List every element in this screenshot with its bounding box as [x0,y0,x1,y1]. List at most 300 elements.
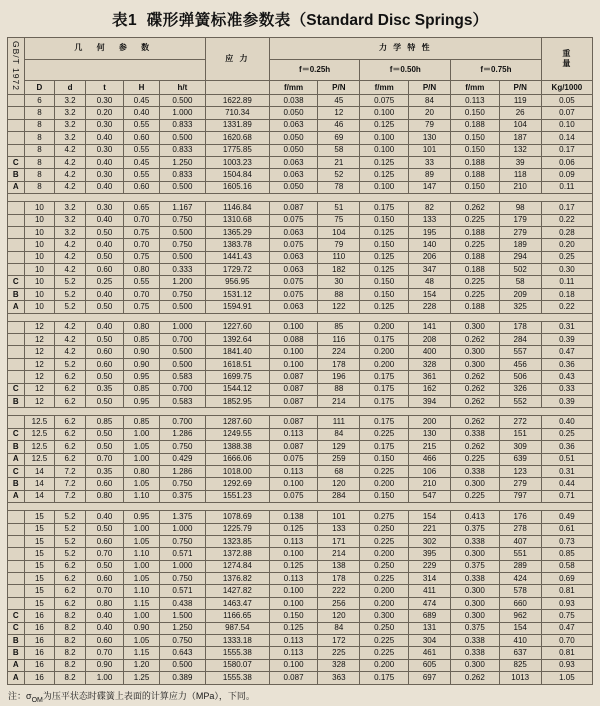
page-title [0,0,600,37]
cell-outer-diameter: 16 [24,635,55,647]
cell-group [8,597,25,609]
cell-f-025h: 0.087 [269,202,318,214]
title-en: （Standard Disc Springs） [290,12,488,29]
cell-thickness: 0.80 [85,597,123,609]
cell-thickness: 0.50 [85,334,123,346]
weight-label-line2: 量 [562,59,572,68]
cell-p-025h: 171 [318,535,360,547]
cell-p-075h: 104 [499,119,541,131]
cell-f-025h: 0.075 [269,453,318,465]
cell-free-height: 1.05 [124,441,160,453]
cell-weight: 0.40 [541,416,592,428]
cell-outer-diameter: 12.5 [24,441,55,453]
cell-weight: 0.75 [541,610,592,622]
cell-f-075h: 0.150 [451,107,500,119]
spacer-cell [8,313,593,321]
cell-thickness: 0.40 [85,610,123,622]
cell-p-075h: 797 [499,490,541,502]
cell-free-height: 0.90 [124,622,160,634]
cell-outer-diameter: 8 [24,169,55,181]
cell-free-height: 0.80 [124,465,160,477]
cell-group [8,214,25,226]
cell-outer-diameter: 12.5 [24,453,55,465]
cell-p-025h: 84 [318,622,360,634]
cell-p-075h: 178 [499,321,541,333]
cell-h-over-t: 0.500 [159,226,205,238]
cell-f-050h: 0.200 [360,478,409,490]
cell-f-025h: 0.113 [269,647,318,659]
cell-p-050h: 154 [408,511,450,523]
cell-p-025h: 69 [318,132,360,144]
table-row [8,346,593,358]
table-row [8,119,593,131]
cell-thickness: 0.70 [85,585,123,597]
cell-p-025h: 75 [318,214,360,226]
cell-inner-diameter: 4.2 [55,334,86,346]
stress-group-header: 应 力 [205,38,269,81]
cell-weight: 0.11 [541,181,592,193]
cell-thickness: 0.30 [85,95,123,107]
table-row [8,560,593,572]
cell-p-075h: 132 [499,144,541,156]
cell-group [8,95,25,107]
cell-group: C [8,465,25,477]
weight-label-line1: 重 [562,49,572,58]
cell-thickness: 0.70 [85,548,123,560]
cell-f-075h: 0.188 [451,264,500,276]
cell-outer-diameter: 14 [24,478,55,490]
cell-thickness: 0.50 [85,523,123,535]
cell-thickness: 0.50 [85,395,123,407]
cell-outer-diameter: 10 [24,251,55,263]
cell-f-025h: 0.063 [269,301,318,313]
cell-free-height: 1.25 [124,672,160,684]
cell-p-050h: 689 [408,610,450,622]
cell-group: A [8,659,25,671]
cell-p-075h: 118 [499,169,541,181]
cell-thickness: 0.60 [85,358,123,370]
cell-weight: 0.93 [541,659,592,671]
cell-weight: 1.05 [541,672,592,684]
cell-thickness: 0.60 [85,264,123,276]
cell-f-075h: 0.262 [451,202,500,214]
cell-h-over-t: 0.700 [159,334,205,346]
cell-free-height: 0.65 [124,202,160,214]
cell-weight: 0.81 [541,585,592,597]
cell-f-075h: 0.300 [451,346,500,358]
cell-f-075h: 0.300 [451,358,500,370]
cell-weight: 0.25 [541,428,592,440]
col-d: d [55,81,86,95]
cell-weight: 0.17 [541,202,592,214]
mech-group-075h: f＝0.75h [451,59,542,81]
cell-inner-diameter: 5.2 [55,535,86,547]
cell-f-050h: 0.100 [360,132,409,144]
cell-h-over-t: 0.833 [159,144,205,156]
cell-outer-diameter: 12 [24,346,55,358]
header-row-groups [8,38,593,60]
cell-inner-diameter: 4.2 [55,346,86,358]
cell-weight: 0.58 [541,560,592,572]
cell-p-025h: 256 [318,597,360,609]
cell-free-height: 0.45 [124,95,160,107]
cell-f-050h: 0.200 [360,321,409,333]
cell-group: A [8,301,25,313]
footnote [0,685,600,706]
cell-f-025h: 0.063 [269,169,318,181]
col-f-075h: f/mm [451,81,500,95]
cell-f-075h: 0.262 [451,334,500,346]
cell-f-075h: 0.225 [451,288,500,300]
table-row [8,647,593,659]
cell-p-075h: 189 [499,239,541,251]
cell-inner-diameter: 5.2 [55,511,86,523]
cell-f-075h: 0.338 [451,635,500,647]
footnote-subscript: OM [31,696,43,704]
cell-group [8,585,25,597]
cell-group: C [8,610,25,622]
cell-group [8,226,25,238]
cell-free-height: 1.00 [124,523,160,535]
cell-stress-sigma: 1227.60 [205,321,269,333]
cell-p-050h: 547 [408,490,450,502]
cell-group [8,535,25,547]
cell-f-025h: 0.075 [269,490,318,502]
cell-f-025h: 0.100 [269,659,318,671]
cell-stress-sigma: 1463.47 [205,597,269,609]
cell-h-over-t: 0.750 [159,573,205,585]
cell-stress-sigma: 1699.75 [205,371,269,383]
cell-thickness: 0.40 [85,622,123,634]
cell-p-075h: 279 [499,478,541,490]
table-row [8,156,593,168]
cell-free-height: 0.60 [124,181,160,193]
cell-p-050h: 206 [408,251,450,263]
cell-p-025h: 78 [318,181,360,193]
cell-thickness: 0.40 [85,321,123,333]
cell-group [8,334,25,346]
cell-inner-diameter: 6.2 [55,441,86,453]
cell-f-075h: 0.338 [451,535,500,547]
cell-h-over-t: 0.571 [159,585,205,597]
cell-h-over-t: 0.643 [159,647,205,659]
cell-f-050h: 0.200 [360,548,409,560]
cell-outer-diameter: 8 [24,132,55,144]
cell-p-075h: 179 [499,214,541,226]
cell-free-height: 1.05 [124,635,160,647]
cell-outer-diameter: 8 [24,107,55,119]
cell-f-075h: 0.262 [451,416,500,428]
cell-p-050h: 347 [408,264,450,276]
cell-stress-sigma: 1331.89 [205,119,269,131]
cell-weight: 0.43 [541,371,592,383]
cell-p-050h: 314 [408,573,450,585]
cell-inner-diameter: 6.2 [55,597,86,609]
cell-inner-diameter: 5.2 [55,358,86,370]
cell-free-height: 1.20 [124,659,160,671]
cell-inner-diameter: 6.2 [55,371,86,383]
cell-stress-sigma: 1274.84 [205,560,269,572]
cell-h-over-t: 0.583 [159,371,205,383]
table-row [8,610,593,622]
table-spacer-row [8,194,593,202]
cell-inner-diameter: 3.2 [55,107,86,119]
cell-f-075h: 0.188 [451,251,500,263]
cell-p-075h: 279 [499,226,541,238]
cell-p-075h: 326 [499,383,541,395]
cell-outer-diameter: 10 [24,276,55,288]
cell-p-025h: 182 [318,264,360,276]
cell-p-050h: 461 [408,647,450,659]
cell-f-050h: 0.150 [360,288,409,300]
cell-p-025h: 138 [318,560,360,572]
cell-free-height: 0.75 [124,226,160,238]
cell-p-025h: 85 [318,321,360,333]
cell-f-050h: 0.175 [360,334,409,346]
cell-group [8,251,25,263]
cell-group: B [8,441,25,453]
table-row [8,371,593,383]
cell-thickness: 0.50 [85,226,123,238]
cell-free-height: 0.80 [124,321,160,333]
cell-outer-diameter: 8 [24,156,55,168]
cell-p-025h: 45 [318,95,360,107]
cell-p-025h: 30 [318,276,360,288]
cell-f-050h: 0.200 [360,585,409,597]
cell-f-025h: 0.100 [269,597,318,609]
cell-stress-sigma: 1622.89 [205,95,269,107]
cell-free-height: 1.10 [124,585,160,597]
cell-p-050h: 304 [408,635,450,647]
cell-f-075h: 0.413 [451,511,500,523]
cell-f-075h: 0.338 [451,647,500,659]
cell-f-050h: 0.150 [360,214,409,226]
cell-weight: 0.73 [541,535,592,547]
cell-f-050h: 0.150 [360,453,409,465]
cell-p-075h: 39 [499,156,541,168]
cell-f-050h: 0.125 [360,251,409,263]
cell-inner-diameter: 6.2 [55,573,86,585]
cell-p-050h: 131 [408,622,450,634]
cell-group: B [8,169,25,181]
cell-f-050h: 0.225 [360,428,409,440]
table-row [8,573,593,585]
cell-group: C [8,428,25,440]
cell-f-050h: 0.150 [360,239,409,251]
col-f-025h: f/mm [269,81,318,95]
cell-f-075h: 0.300 [451,585,500,597]
table-row [8,597,593,609]
table-row [8,132,593,144]
table-row [8,214,593,226]
cell-weight: 0.39 [541,334,592,346]
cell-stress-sigma: 1310.68 [205,214,269,226]
cell-f-025h: 0.113 [269,465,318,477]
cell-p-075h: 552 [499,395,541,407]
cell-weight: 0.17 [541,144,592,156]
table-row [8,490,593,502]
cell-p-075h: 325 [499,301,541,313]
cell-p-025h: 122 [318,301,360,313]
cell-p-050h: 141 [408,321,450,333]
cell-outer-diameter: 6 [24,95,55,107]
cell-f-075h: 0.375 [451,523,500,535]
cell-weight: 0.49 [541,511,592,523]
cell-stress-sigma: 1078.69 [205,511,269,523]
footnote-lead: 注：σ [8,690,32,701]
cell-outer-diameter: 15 [24,585,55,597]
cell-group [8,202,25,214]
col-p-050h: P/N [408,81,450,95]
cell-p-025h: 133 [318,523,360,535]
cell-p-025h: 101 [318,511,360,523]
cell-stress-sigma: 987.54 [205,622,269,634]
cell-f-075h: 0.225 [451,239,500,251]
cell-p-075h: 506 [499,371,541,383]
table-row [8,416,593,428]
cell-thickness: 0.25 [85,276,123,288]
cell-p-050h: 328 [408,358,450,370]
cell-outer-diameter: 15 [24,573,55,585]
cell-inner-diameter: 5.2 [55,523,86,535]
cell-p-050h: 400 [408,346,450,358]
cell-free-height: 1.00 [124,560,160,572]
cell-h-over-t: 0.700 [159,416,205,428]
cell-stress-sigma: 1555.38 [205,672,269,684]
cell-f-075h: 0.188 [451,301,500,313]
cell-p-025h: 172 [318,635,360,647]
table-row [8,301,593,313]
cell-inner-diameter: 4.2 [55,264,86,276]
cell-f-050h: 0.250 [360,523,409,535]
cell-h-over-t: 0.438 [159,597,205,609]
cell-h-over-t: 0.500 [159,659,205,671]
cell-weight: 0.06 [541,156,592,168]
cell-free-height: 0.55 [124,169,160,181]
cell-h-over-t: 0.750 [159,214,205,226]
table-body [8,95,593,685]
cell-stress-sigma: 956.95 [205,276,269,288]
cell-stress-sigma: 1287.60 [205,416,269,428]
cell-p-075h: 289 [499,560,541,572]
cell-f-025h: 0.138 [269,511,318,523]
cell-inner-diameter: 8.2 [55,622,86,634]
table-row [8,288,593,300]
cell-h-over-t: 0.333 [159,264,205,276]
cell-f-025h: 0.063 [269,251,318,263]
cell-p-025h: 196 [318,371,360,383]
cell-weight: 0.81 [541,647,592,659]
cell-outer-diameter: 14 [24,465,55,477]
cell-p-025h: 259 [318,453,360,465]
cell-h-over-t: 1.000 [159,321,205,333]
table-row [8,535,593,547]
cell-group [8,119,25,131]
cell-free-height: 0.95 [124,511,160,523]
cell-group [8,346,25,358]
cell-p-050h: 605 [408,659,450,671]
cell-h-over-t: 0.375 [159,490,205,502]
table-row [8,511,593,523]
table-row [8,276,593,288]
cell-weight: 0.11 [541,276,592,288]
disc-spring-parameter-table [7,37,593,685]
cell-free-height: 0.75 [124,301,160,313]
cell-weight: 0.85 [541,548,592,560]
cell-p-025h: 178 [318,358,360,370]
cell-p-050h: 697 [408,672,450,684]
cell-outer-diameter: 12 [24,334,55,346]
cell-p-050h: 200 [408,416,450,428]
cell-p-050h: 154 [408,288,450,300]
cell-p-050h: 147 [408,181,450,193]
cell-outer-diameter: 15 [24,597,55,609]
cell-inner-diameter: 3.2 [55,119,86,131]
cell-outer-diameter: 10 [24,214,55,226]
cell-stress-sigma: 1392.64 [205,334,269,346]
cell-inner-diameter: 8.2 [55,672,86,684]
cell-group: B [8,635,25,647]
cell-outer-diameter: 15 [24,535,55,547]
cell-outer-diameter: 8 [24,144,55,156]
cell-f-050h: 0.275 [360,511,409,523]
table-row [8,181,593,193]
cell-f-025h: 0.087 [269,371,318,383]
header-row-columns [8,81,593,95]
cell-p-025h: 51 [318,202,360,214]
cell-weight: 0.30 [541,264,592,276]
cell-h-over-t: 0.500 [159,301,205,313]
cell-p-025h: 129 [318,441,360,453]
table-row [8,383,593,395]
cell-p-050h: 84 [408,95,450,107]
cell-stress-sigma: 710.34 [205,107,269,119]
cell-inner-diameter: 3.2 [55,226,86,238]
cell-p-025h: 68 [318,465,360,477]
cell-f-050h: 0.225 [360,573,409,585]
cell-free-height: 0.95 [124,371,160,383]
cell-inner-diameter: 3.2 [55,202,86,214]
cell-f-025h: 0.050 [269,107,318,119]
cell-thickness: 0.70 [85,647,123,659]
cell-h-over-t: 0.833 [159,119,205,131]
cell-h-over-t: 1.000 [159,560,205,572]
cell-f-025h: 0.088 [269,334,318,346]
cell-f-050h: 0.125 [360,119,409,131]
cell-stress-sigma: 1333.18 [205,635,269,647]
cell-f-050h: 0.100 [360,107,409,119]
cell-f-075h: 0.300 [451,548,500,560]
cell-p-075h: 551 [499,548,541,560]
cell-f-025h: 0.087 [269,383,318,395]
cell-f-075h: 0.225 [451,276,500,288]
cell-f-025h: 0.063 [269,156,318,168]
cell-f-050h: 0.250 [360,622,409,634]
cell-weight: 0.70 [541,635,592,647]
cell-h-over-t: 0.833 [159,169,205,181]
cell-f-025h: 0.113 [269,635,318,647]
cell-p-025h: 84 [318,428,360,440]
cell-h-over-t: 0.750 [159,635,205,647]
cell-outer-diameter: 10 [24,288,55,300]
cell-group: C [8,276,25,288]
cell-stress-sigma: 1841.40 [205,346,269,358]
cell-f-075h: 0.225 [451,490,500,502]
cell-f-025h: 0.075 [269,214,318,226]
table-row [8,169,593,181]
cell-f-075h: 0.188 [451,119,500,131]
cell-thickness: 0.60 [85,573,123,585]
